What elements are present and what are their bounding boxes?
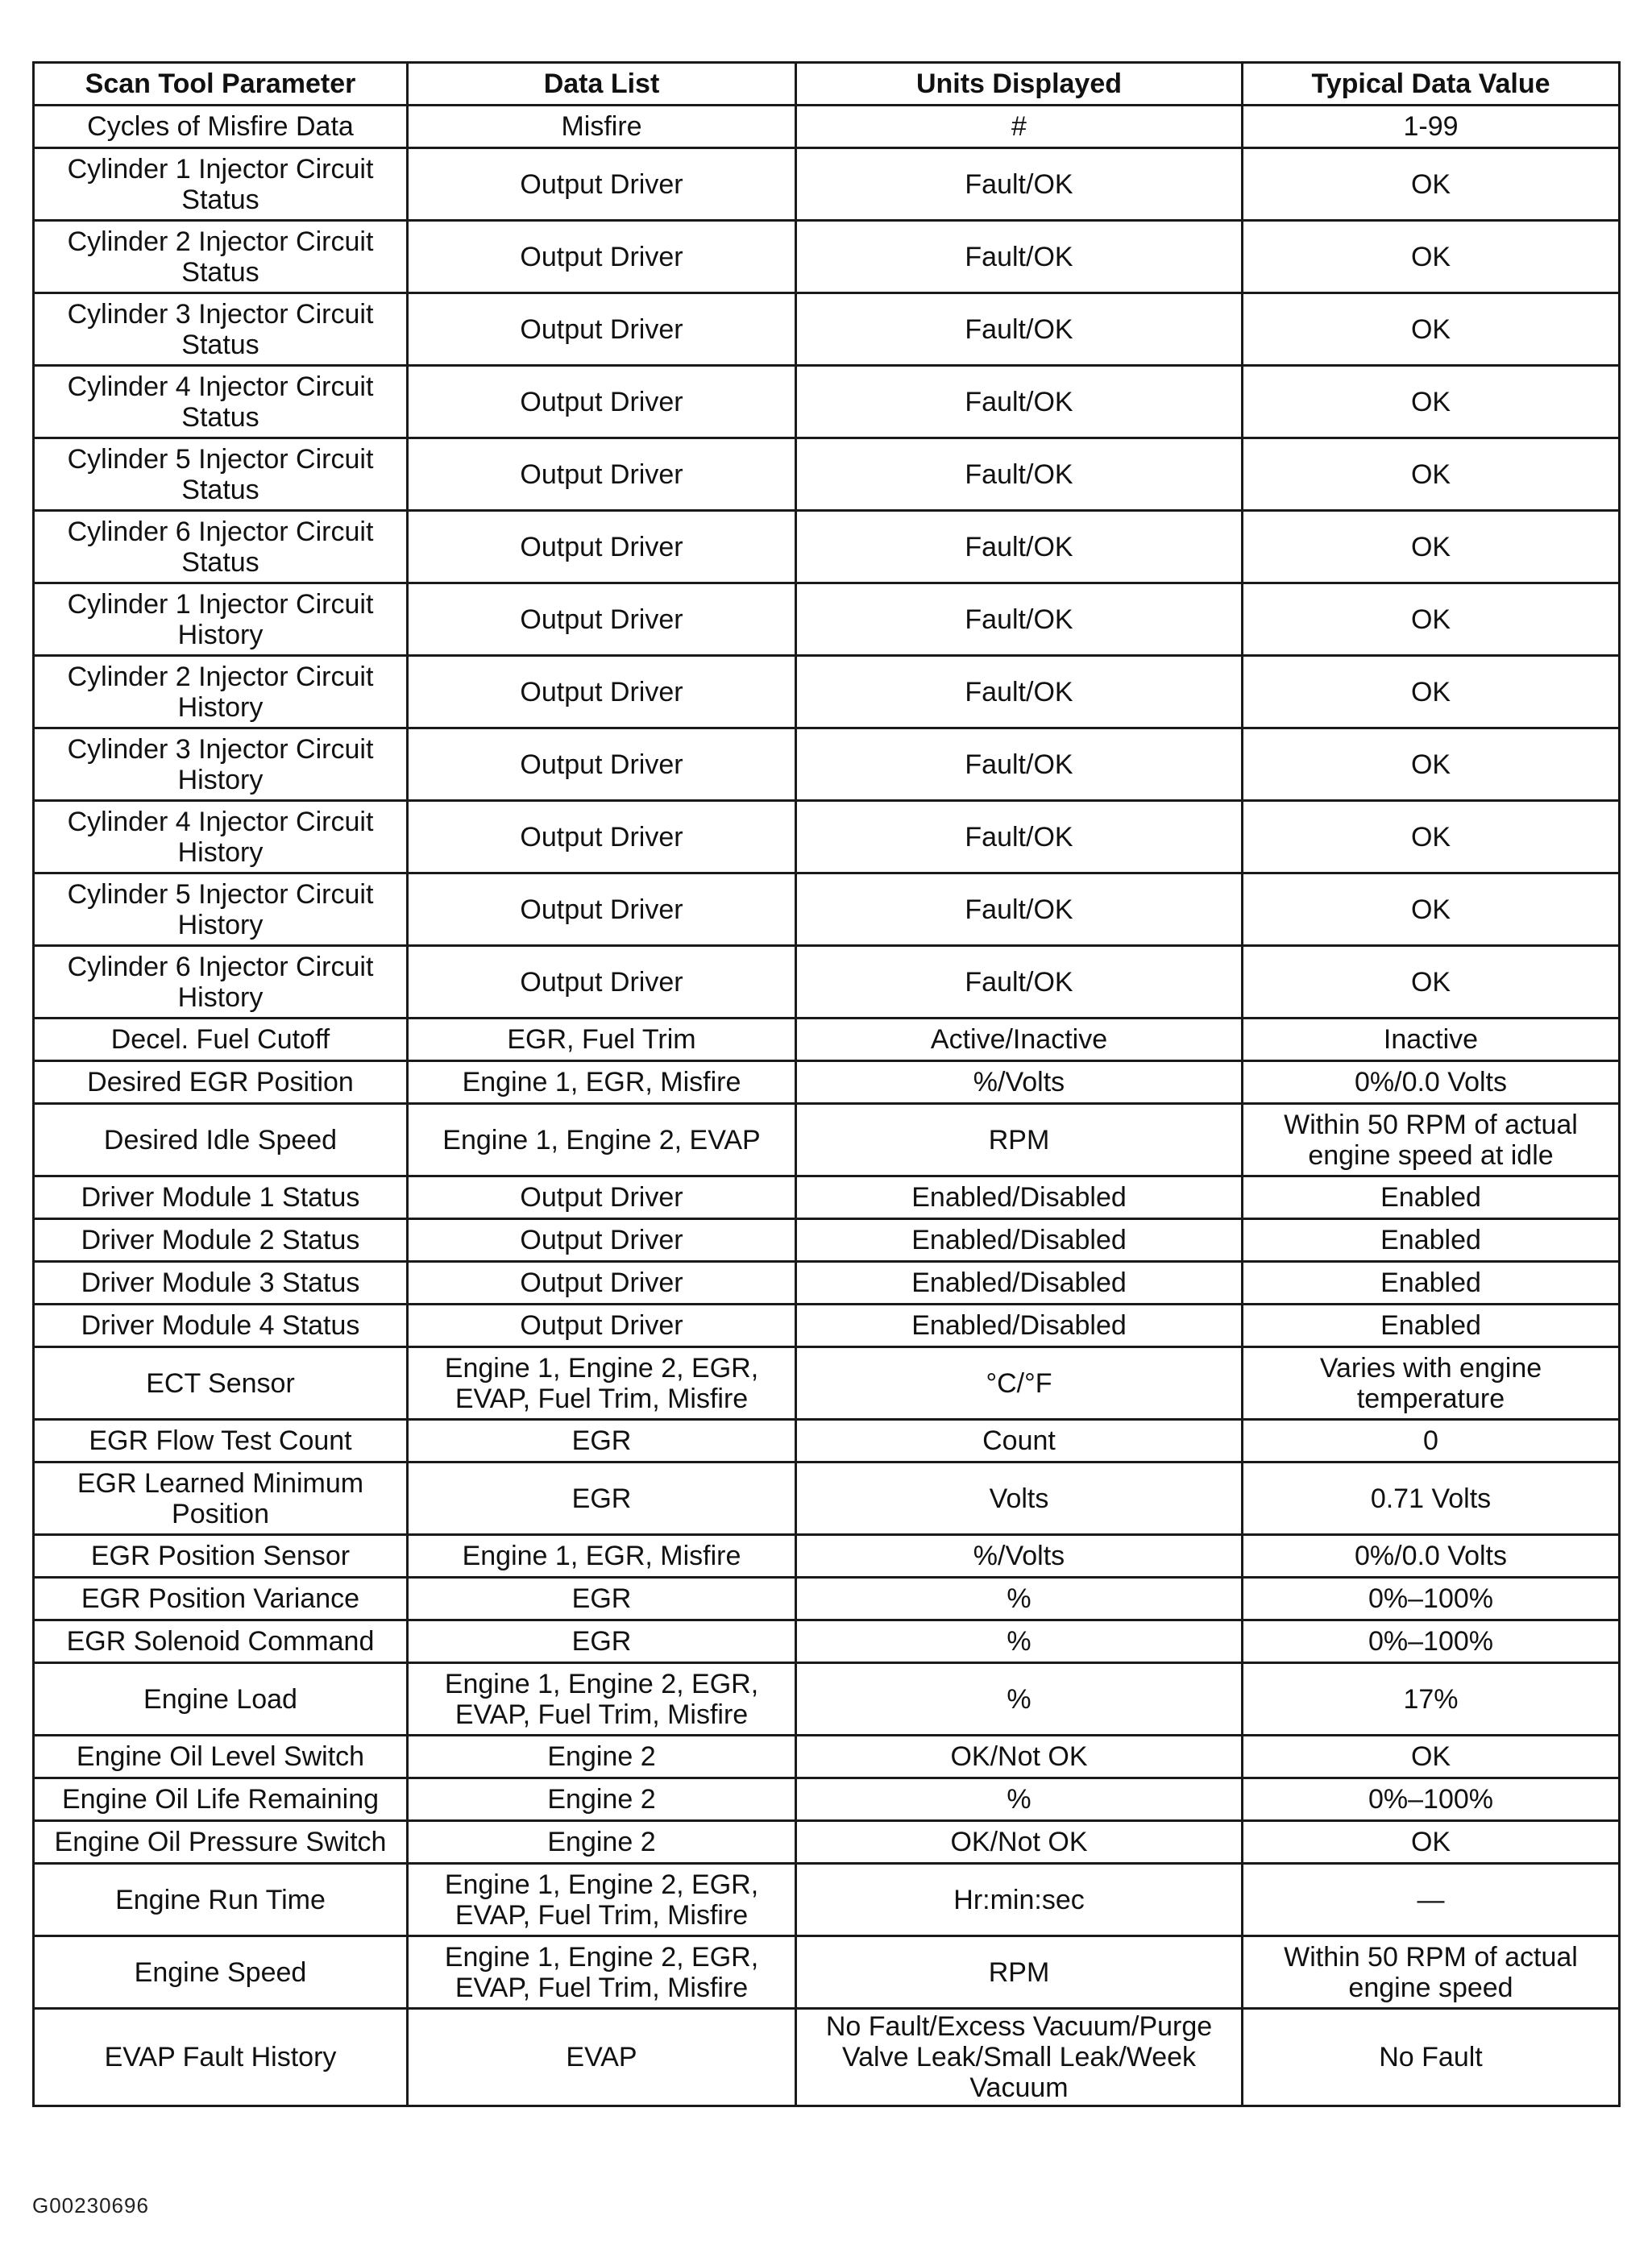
cell-data-list: Output Driver xyxy=(408,583,796,656)
cell-units: Count xyxy=(796,1420,1243,1462)
cell-units: Hr:min:sec xyxy=(796,1864,1243,1936)
table-row xyxy=(34,1219,1620,1262)
table-row xyxy=(34,221,1620,293)
cell-data-list: EGR xyxy=(408,1620,796,1663)
cell-typical-value: OK xyxy=(1243,438,1620,511)
cell-typical-value: OK xyxy=(1243,946,1620,1019)
cell-data-list: Output Driver xyxy=(408,946,796,1019)
table-row xyxy=(34,293,1620,366)
cell-parameter: EGR Flow Test Count xyxy=(34,1420,408,1462)
cell-parameter: Driver Module 2 Status xyxy=(34,1219,408,1262)
table-row xyxy=(34,1620,1620,1663)
cell-data-list: EGR xyxy=(408,1420,796,1462)
cell-typical-value: OK xyxy=(1243,1736,1620,1778)
cell-typical-value: OK xyxy=(1243,583,1620,656)
table-row xyxy=(34,1420,1620,1462)
table-row xyxy=(34,1305,1620,1347)
cell-units: OK/Not OK xyxy=(796,1821,1243,1864)
cell-typical-value: 0 xyxy=(1243,1420,1620,1462)
cell-data-list: Engine 1, Engine 2, EGR, EVAP, Fuel Trim, Misfire xyxy=(408,1864,796,1936)
table-row xyxy=(34,1535,1620,1578)
cell-typical-value: 0%–100% xyxy=(1243,1620,1620,1663)
table-row xyxy=(34,106,1620,148)
cell-units: Enabled/Disabled xyxy=(796,1262,1243,1305)
cell-parameter: Driver Module 1 Status xyxy=(34,1176,408,1219)
table-row xyxy=(34,1019,1620,1061)
cell-data-list: Misfire xyxy=(408,106,796,148)
cell-units: %/Volts xyxy=(796,1535,1243,1578)
table-row xyxy=(34,1347,1620,1420)
cell-data-list: Output Driver xyxy=(408,873,796,946)
cell-units: Enabled/Disabled xyxy=(796,1305,1243,1347)
cell-parameter: Cylinder 4 Injector Circuit Status xyxy=(34,366,408,438)
header-scan-tool-parameter: Scan Tool Parameter xyxy=(34,63,408,106)
cell-units: Volts xyxy=(796,1462,1243,1535)
cell-data-list: Output Driver xyxy=(408,511,796,583)
cell-typical-value: OK xyxy=(1243,873,1620,946)
cell-data-list: Engine 1, EGR, Misfire xyxy=(408,1061,796,1104)
cell-parameter: Engine Oil Level Switch xyxy=(34,1736,408,1778)
cell-units: % xyxy=(796,1778,1243,1821)
table-row xyxy=(34,366,1620,438)
cell-units: No Fault/Excess Vacuum/Purge Valve Leak/Small Leak/Week Vacuum xyxy=(796,2009,1243,2106)
cell-parameter: Driver Module 3 Status xyxy=(34,1262,408,1305)
cell-units: Fault/OK xyxy=(796,656,1243,728)
cell-units: Fault/OK xyxy=(796,438,1243,511)
table-row xyxy=(34,946,1620,1019)
cell-typical-value: 0%/0.0 Volts xyxy=(1243,1061,1620,1104)
cell-data-list: Output Driver xyxy=(408,1219,796,1262)
cell-typical-value: OK xyxy=(1243,366,1620,438)
table-row xyxy=(34,1936,1620,2009)
cell-parameter: Cylinder 6 Injector Circuit History xyxy=(34,946,408,1019)
cell-units: Fault/OK xyxy=(796,946,1243,1019)
cell-data-list: Engine 1, Engine 2, EGR, EVAP, Fuel Trim, Misfire xyxy=(408,1663,796,1736)
table-row xyxy=(34,801,1620,873)
cell-typical-value: Enabled xyxy=(1243,1262,1620,1305)
table-row xyxy=(34,148,1620,221)
table-row xyxy=(34,656,1620,728)
cell-typical-value: No Fault xyxy=(1243,2009,1620,2106)
cell-data-list: Output Driver xyxy=(408,148,796,221)
scan-tool-parameter-table xyxy=(32,61,1621,2107)
cell-units: Fault/OK xyxy=(796,293,1243,366)
cell-typical-value: OK xyxy=(1243,728,1620,801)
cell-typical-value: 1-99 xyxy=(1243,106,1620,148)
cell-typical-value: OK xyxy=(1243,221,1620,293)
cell-data-list: Output Driver xyxy=(408,221,796,293)
cell-parameter: Engine Run Time xyxy=(34,1864,408,1936)
cell-parameter: ECT Sensor xyxy=(34,1347,408,1420)
cell-parameter: Cycles of Misfire Data xyxy=(34,106,408,148)
cell-parameter: Cylinder 5 Injector Circuit History xyxy=(34,873,408,946)
cell-units: % xyxy=(796,1620,1243,1663)
cell-typical-value: Inactive xyxy=(1243,1019,1620,1061)
cell-typical-value: Varies with engine temperature xyxy=(1243,1347,1620,1420)
table-row xyxy=(34,1864,1620,1936)
cell-data-list: Output Driver xyxy=(408,1305,796,1347)
cell-typical-value: Within 50 RPM of actual engine speed xyxy=(1243,1936,1620,2009)
table-row xyxy=(34,438,1620,511)
table-row xyxy=(34,1663,1620,1736)
cell-parameter: Engine Speed xyxy=(34,1936,408,2009)
cell-data-list: Output Driver xyxy=(408,366,796,438)
table-row xyxy=(34,1462,1620,1535)
cell-data-list: Engine 1, Engine 2, EGR, EVAP, Fuel Trim, Misfire xyxy=(408,1936,796,2009)
cell-data-list: EGR xyxy=(408,1462,796,1535)
cell-parameter: Cylinder 3 Injector Circuit Status xyxy=(34,293,408,366)
cell-units: RPM xyxy=(796,1936,1243,2009)
table-row xyxy=(34,2009,1620,2106)
cell-typical-value: 17% xyxy=(1243,1663,1620,1736)
cell-units: %/Volts xyxy=(796,1061,1243,1104)
cell-typical-value: Enabled xyxy=(1243,1219,1620,1262)
table-row xyxy=(34,583,1620,656)
cell-data-list: Output Driver xyxy=(408,801,796,873)
cell-parameter: Cylinder 3 Injector Circuit History xyxy=(34,728,408,801)
cell-typical-value: 0%–100% xyxy=(1243,1778,1620,1821)
table-row xyxy=(34,728,1620,801)
table-row xyxy=(34,1578,1620,1620)
cell-typical-value: 0%/0.0 Volts xyxy=(1243,1535,1620,1578)
table-header xyxy=(34,63,1620,106)
cell-data-list: EGR xyxy=(408,1578,796,1620)
cell-units: Fault/OK xyxy=(796,511,1243,583)
cell-units: RPM xyxy=(796,1104,1243,1176)
table-row xyxy=(34,1736,1620,1778)
cell-typical-value: OK xyxy=(1243,293,1620,366)
table-row xyxy=(34,1176,1620,1219)
cell-typical-value: OK xyxy=(1243,511,1620,583)
cell-parameter: EGR Position Variance xyxy=(34,1578,408,1620)
cell-parameter: Engine Load xyxy=(34,1663,408,1736)
cell-units: Fault/OK xyxy=(796,221,1243,293)
cell-data-list: Engine 2 xyxy=(408,1778,796,1821)
cell-units: % xyxy=(796,1663,1243,1736)
cell-parameter: Desired Idle Speed xyxy=(34,1104,408,1176)
cell-parameter: EGR Solenoid Command xyxy=(34,1620,408,1663)
cell-parameter: Engine Oil Pressure Switch xyxy=(34,1821,408,1864)
table-row xyxy=(34,1262,1620,1305)
cell-parameter: Engine Oil Life Remaining xyxy=(34,1778,408,1821)
table-row xyxy=(34,873,1620,946)
parameter-table-sheet xyxy=(32,61,1618,2107)
header-units-displayed: Units Displayed xyxy=(796,63,1243,106)
cell-data-list: Output Driver xyxy=(408,1262,796,1305)
cell-data-list: Engine 1, Engine 2, EVAP xyxy=(408,1104,796,1176)
cell-typical-value: OK xyxy=(1243,148,1620,221)
header-typical-data-value: Typical Data Value xyxy=(1243,63,1620,106)
table-row xyxy=(34,1061,1620,1104)
cell-data-list: EVAP xyxy=(408,2009,796,2106)
cell-typical-value: Enabled xyxy=(1243,1305,1620,1347)
cell-typical-value: OK xyxy=(1243,656,1620,728)
cell-data-list: Engine 2 xyxy=(408,1736,796,1778)
cell-units: Fault/OK xyxy=(796,148,1243,221)
cell-units: Fault/OK xyxy=(796,873,1243,946)
cell-parameter: Cylinder 1 Injector Circuit History xyxy=(34,583,408,656)
header-data-list: Data List xyxy=(408,63,796,106)
cell-units: Fault/OK xyxy=(796,583,1243,656)
cell-units: # xyxy=(796,106,1243,148)
cell-parameter: Cylinder 2 Injector Circuit Status xyxy=(34,221,408,293)
cell-units: OK/Not OK xyxy=(796,1736,1243,1778)
cell-parameter: Cylinder 2 Injector Circuit History xyxy=(34,656,408,728)
cell-data-list: Output Driver xyxy=(408,656,796,728)
cell-units: Active/Inactive xyxy=(796,1019,1243,1061)
cell-units: Fault/OK xyxy=(796,366,1243,438)
cell-units: Enabled/Disabled xyxy=(796,1176,1243,1219)
cell-data-list: Output Driver xyxy=(408,293,796,366)
cell-data-list: Output Driver xyxy=(408,438,796,511)
cell-parameter: Cylinder 5 Injector Circuit Status xyxy=(34,438,408,511)
cell-parameter: Driver Module 4 Status xyxy=(34,1305,408,1347)
cell-parameter: Decel. Fuel Cutoff xyxy=(34,1019,408,1061)
table-body xyxy=(34,106,1620,2106)
cell-parameter: Cylinder 4 Injector Circuit History xyxy=(34,801,408,873)
cell-typical-value: 0.71 Volts xyxy=(1243,1462,1620,1535)
cell-typical-value: OK xyxy=(1243,1821,1620,1864)
cell-units: °C/°F xyxy=(796,1347,1243,1420)
cell-parameter: EGR Learned Minimum Position xyxy=(34,1462,408,1535)
cell-parameter: EVAP Fault History xyxy=(34,2009,408,2106)
cell-units: Fault/OK xyxy=(796,728,1243,801)
table-row xyxy=(34,511,1620,583)
table-row xyxy=(34,1821,1620,1864)
cell-data-list: EGR, Fuel Trim xyxy=(408,1019,796,1061)
cell-typical-value: — xyxy=(1243,1864,1620,1936)
cell-data-list: Engine 1, EGR, Misfire xyxy=(408,1535,796,1578)
figure-id: G00230696 xyxy=(32,2193,149,2218)
cell-data-list: Output Driver xyxy=(408,1176,796,1219)
cell-typical-value: Within 50 RPM of actual engine speed at idle xyxy=(1243,1104,1620,1176)
cell-parameter: EGR Position Sensor xyxy=(34,1535,408,1578)
cell-units: Enabled/Disabled xyxy=(796,1219,1243,1262)
cell-units: Fault/OK xyxy=(796,801,1243,873)
cell-parameter: Cylinder 1 Injector Circuit Status xyxy=(34,148,408,221)
cell-typical-value: Enabled xyxy=(1243,1176,1620,1219)
cell-parameter: Desired EGR Position xyxy=(34,1061,408,1104)
cell-typical-value: OK xyxy=(1243,801,1620,873)
cell-typical-value: 0%–100% xyxy=(1243,1578,1620,1620)
cell-data-list: Engine 2 xyxy=(408,1821,796,1864)
cell-units: % xyxy=(796,1578,1243,1620)
cell-data-list: Engine 1, Engine 2, EGR, EVAP, Fuel Trim, Misfire xyxy=(408,1347,796,1420)
cell-parameter: Cylinder 6 Injector Circuit Status xyxy=(34,511,408,583)
table-row xyxy=(34,1104,1620,1176)
table-row xyxy=(34,1778,1620,1821)
cell-data-list: Output Driver xyxy=(408,728,796,801)
